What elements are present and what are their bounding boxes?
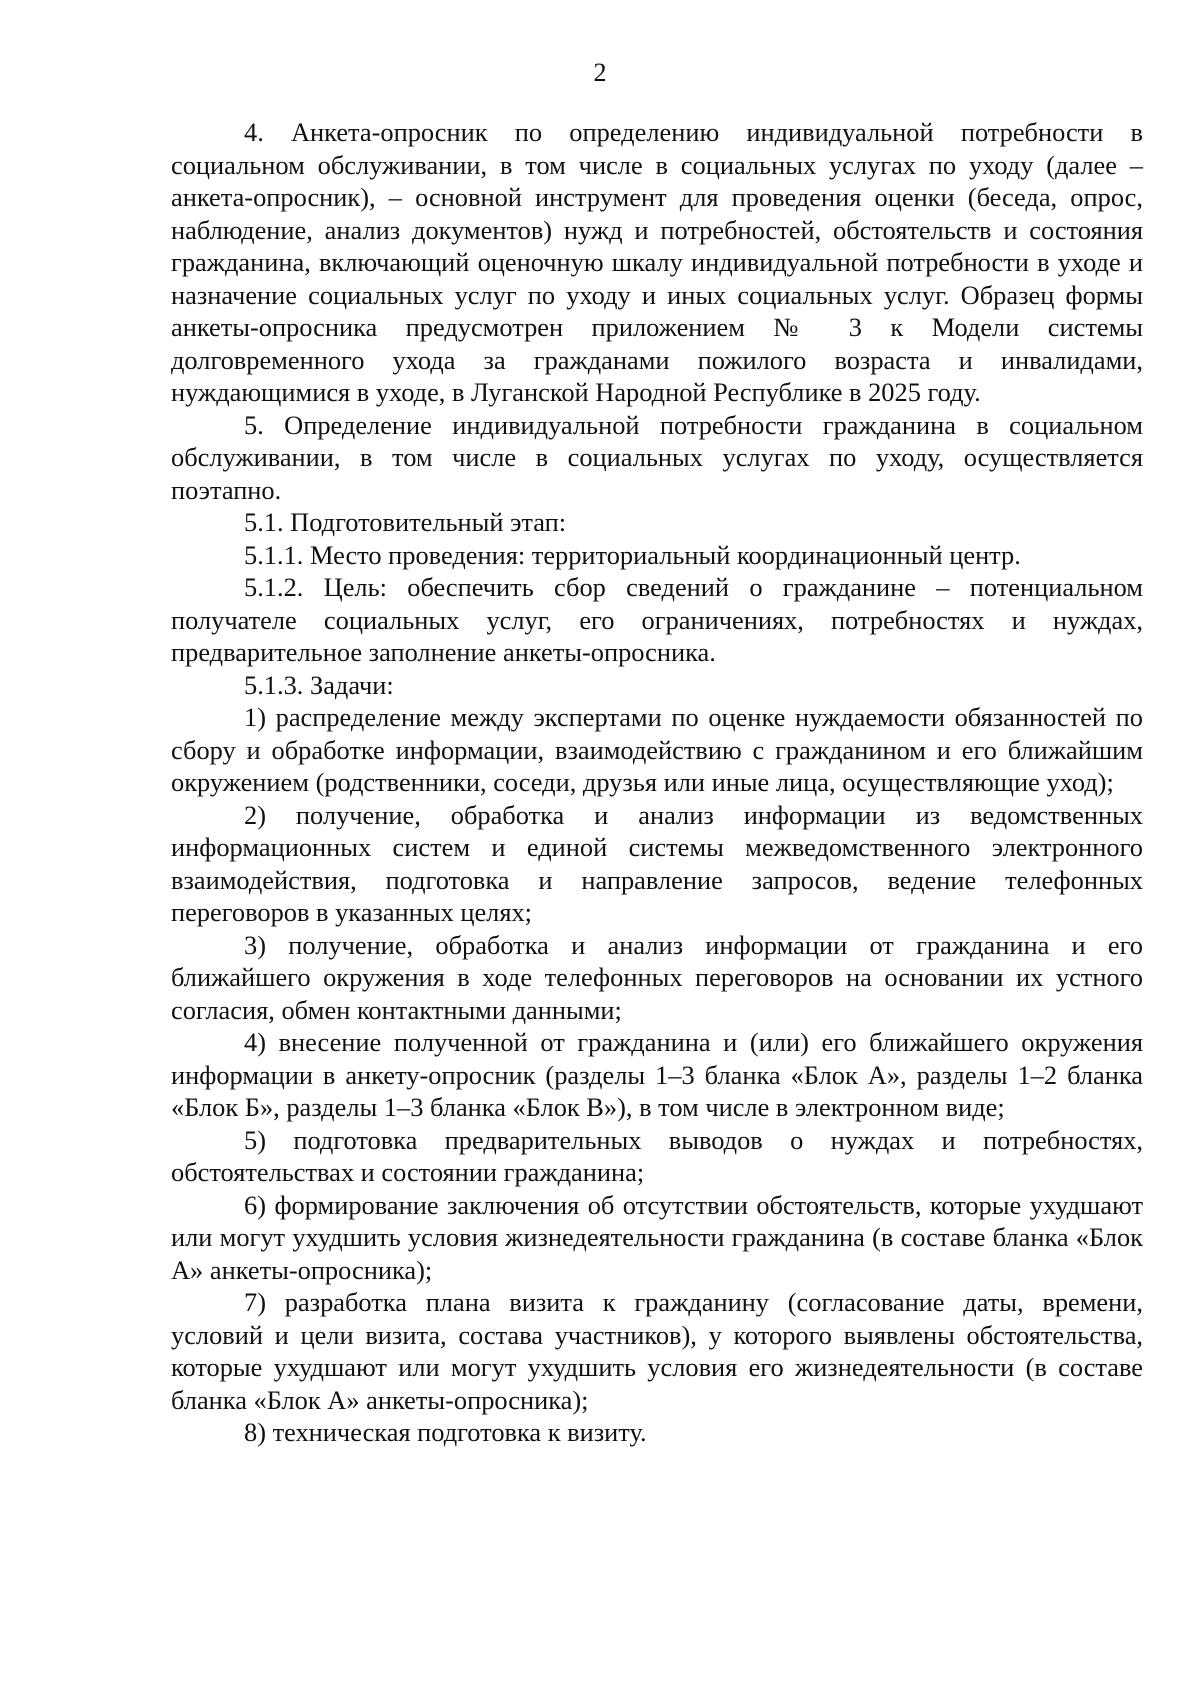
task-item-5: 5) подготовка предварительных выводов о нуждах и потребностях, обстоятельствах и состоянии гражданина;	[171, 1124, 1143, 1187]
paragraph-5-1-2-goal: 5.1.2. Цель: обеспечить сбор сведений о гражданине – потенциальном получателе социальных услуг, его ограничениях, потребностях и нуждах, предварительное заполнение анкеты-опросника.	[171, 572, 1143, 667]
task-item-7: 7) разработка плана визита к гражданину (согласование даты, времени, условий и цели визита, состава участников), у которого выявлены обстоятельства, которые ухудшают или могут ухудшить условия его жизнедеятельности (в составе бланка «Блок А» анкеты-опросника);	[171, 1287, 1143, 1415]
task-item-1: 1) распределение между экспертами по оценке нуждаемости обязанностей по сбору и обработке информации, взаимодействию с гражданином и его ближайшим окружением (родственники, соседи, друзья или иные лица, осуществляющие уход);	[171, 702, 1143, 797]
task-item-6: 6) формирование заключения об отсутствии обстоятельств, которые ухудшают или могут ухудшить условия жизнедеятельности гражданина (в составе бланка «Блок А» анкеты-опросника);	[171, 1189, 1143, 1285]
task-item-3: 3) получение, обработка и анализ информации от гражданина и его ближайшего окружения в ходе телефонных переговоров на основании их устного согласия, обмен контактными данными;	[171, 929, 1143, 1025]
task-item-8: 8) техническая подготовка к визиту.	[244, 1417, 647, 1447]
paragraph-5-1-preparatory-stage: 5.1. Подготовительный этап:	[244, 507, 567, 537]
document-body	[171, 116, 1143, 1449]
paragraph-5-1-3-tasks: 5.1.3. Задачи:	[244, 669, 394, 700]
task-item-2: 2) получение, обработка и анализ информации из ведомственных информационных систем и единой системы межведомственного электронного взаимодействия, подготовка и направление запросов, ведение телефонных переговоров в указанных целях;	[171, 799, 1143, 927]
task-item-4: 4) внесение полученной от гражданина и (или) его ближайшего окружения информации в анкету-опросник (разделы 1–3 бланка «Блок А», разделы 1–2 бланка «Блок Б», разделы 1–3 бланка «Блок В»), в том числе в электронном виде;	[171, 1027, 1143, 1122]
page-number: 2	[593, 58, 607, 87]
paragraph-5-need-determination: 5. Определение индивидуальной потребности гражданина в социальном обслуживании, в том числе в социальных услугах по уходу, осуществляется поэтапно.	[171, 409, 1143, 505]
paragraph-4-questionnaire-definition: 4. Анкета-опросник по определению индивидуальной потребности в социальном обслуживании, в том числе в социальных услугах по уходу (далее – анкета-опросник), – основной инструмент для проведения оценки (беседа, опрос, наблюдение, анализ документов) нужд и потребностей, обстоятельств и состояния гражданина, включающий оценочную шкалу индивидуальной потребности в уходе и назначение социальных услуг по уходу и иных социальных услуг. Образец формы анкеты-опросника предусмотрен приложением № 3 к Модели системы долговременного ухода за гражданами пожилого возраста и инвалидами, нуждающимися в уходе, в Луганской Народной Республике в 2025 году.	[171, 117, 1143, 407]
paragraph-5-1-1-location: 5.1.1. Место проведения: территориальный координационный центр.	[244, 539, 1021, 570]
